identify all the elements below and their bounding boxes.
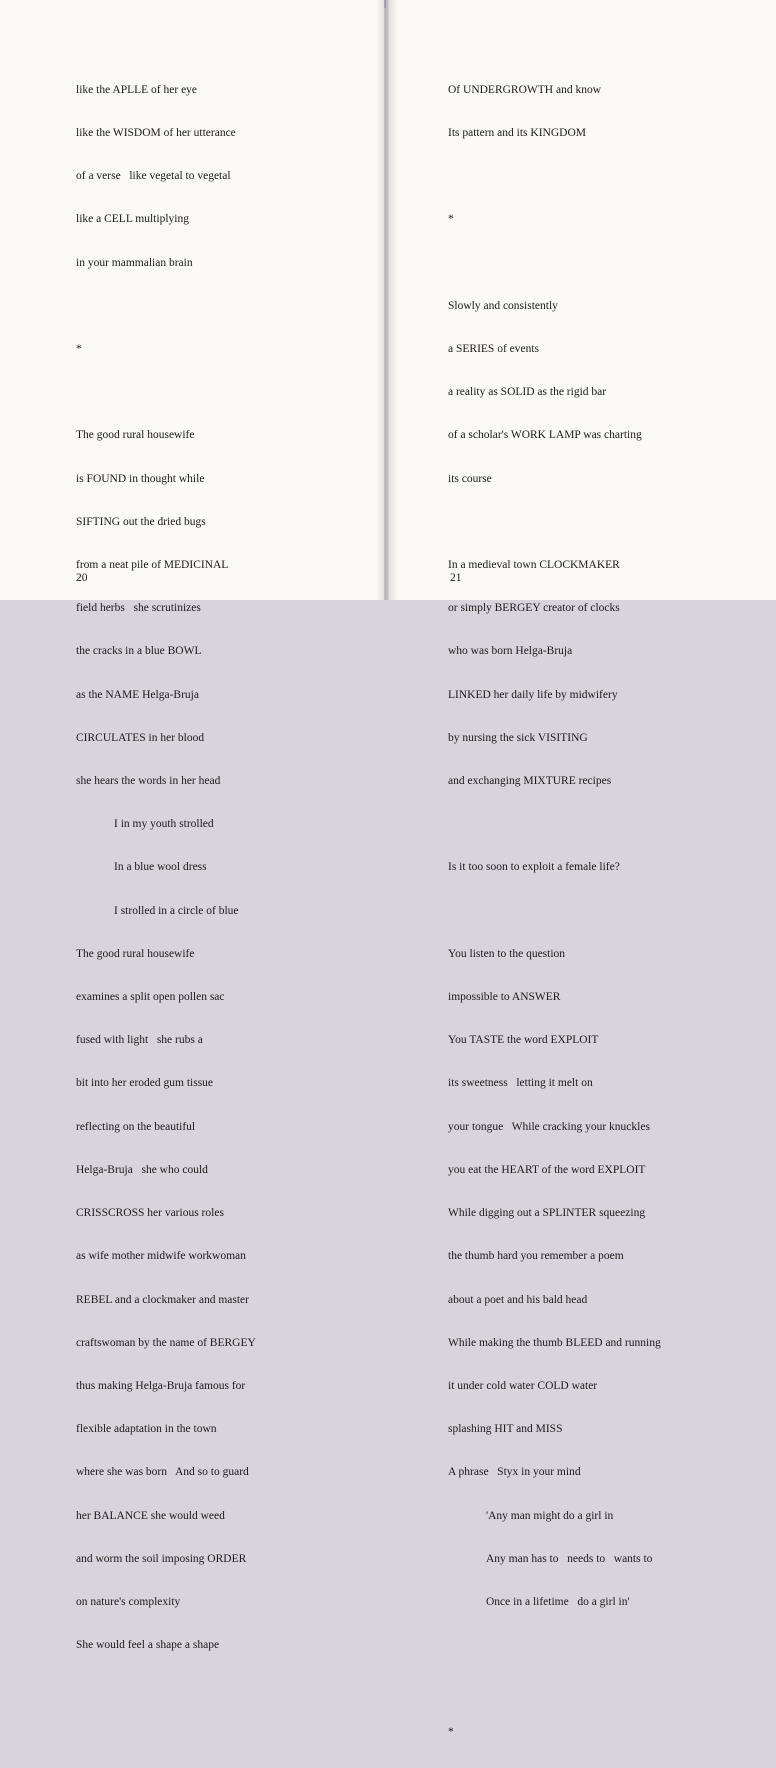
poem-line: thus making Helga-Bruja famous for [76, 1379, 246, 1392]
poem-line: she hears the words in her head [76, 775, 221, 788]
poem-line: or simply BERGEY creator of clocks [448, 602, 620, 615]
poem-line: as wife mother midwife workwoman [76, 1250, 246, 1263]
poem-line: The good rural housewife [76, 947, 195, 960]
section-asterisk: * [448, 1725, 454, 1738]
poem-line: its course [448, 472, 492, 485]
poem-line: your tongue While cracking your knuckles [448, 1120, 650, 1133]
stanza-gap [448, 904, 661, 918]
stanza-gap [448, 1638, 661, 1652]
poem-line: A phrase Styx in your mind [448, 1466, 581, 1479]
poem-line: her BALANCE she would weed [76, 1509, 225, 1522]
poem-line: the thumb hard you remember a poem [448, 1250, 624, 1263]
poem-line-indented: Once in a lifetime do a girl in' [486, 1595, 630, 1608]
poem-line: by nursing the sick VISITING [448, 731, 588, 744]
poem-line: Is it too soon to exploit a female life? [448, 861, 620, 874]
poem-line: it under cold water COLD water [448, 1379, 598, 1392]
poem-line-indented: I strolled in a circle of blue [114, 904, 239, 917]
poem-line: of a verse like vegetal to vegetal [76, 170, 231, 183]
poem-line-indented: In a blue wool dress [114, 861, 207, 874]
poem-line: fused with light she rubs a [76, 1034, 203, 1047]
poem-line: You listen to the question [448, 947, 566, 960]
poem-line: bit into her eroded gum tissue [76, 1077, 214, 1090]
poem-line: about a poet and his bald head [448, 1293, 588, 1306]
poem-line: field herbs she scrutinizes [76, 602, 201, 615]
poem-line: like a CELL multiplying [76, 213, 189, 226]
poem-line: You TASTE the word EXPLOIT [448, 1034, 599, 1047]
poem-line: CIRCULATES in her blood [76, 731, 205, 744]
poem-line: REBEL and a clockmaker and master [76, 1293, 249, 1306]
poem-line: on nature's complexity [76, 1595, 181, 1608]
poem-line: a reality as SOLID as the rigid bar [448, 386, 607, 399]
right-page-text [448, 54, 661, 1768]
poem-line: Helga-Bruja she who could [76, 1163, 208, 1176]
stanza-gap [448, 1681, 661, 1695]
page-number-left: 20 [76, 572, 88, 584]
poem-line-indented: 'Any man might do a girl in [486, 1509, 614, 1522]
poem-line: Of UNDERGROWTH and know [448, 83, 601, 96]
poem-line: who was born Helga-Bruja [448, 645, 573, 658]
stanza-gap [76, 299, 256, 313]
stanza-gap [448, 256, 661, 270]
poem-line: is FOUND in thought while [76, 472, 205, 485]
poem-line: The good rural housewife [76, 429, 195, 442]
stanza-gap [448, 817, 661, 831]
page-number-right: 21 [450, 572, 462, 584]
poem-line: reflecting on the beautiful [76, 1120, 196, 1133]
poem-line: impossible to ANSWER [448, 991, 561, 1004]
poem-line: and exchanging MIXTURE recipes [448, 775, 612, 788]
stanza-gap [76, 385, 256, 399]
poem-line: examines a split open pollen sac [76, 991, 225, 1004]
poem-line-indented: I in my youth strolled [114, 818, 214, 831]
poem-line-indented: Any man has to needs to wants to [486, 1552, 653, 1565]
poem-line: its sweetness letting it melt on [448, 1077, 593, 1090]
poem-line: from a neat pile of MEDICINAL [76, 559, 229, 572]
poem-line: as the NAME Helga-Bruja [76, 688, 199, 701]
poem-line: of a scholar's WORK LAMP was charting [448, 429, 642, 442]
poem-line: splashing HIT and MISS [448, 1423, 563, 1436]
left-page-text [76, 54, 256, 1681]
poem-line: While making the thumb BLEED and running [448, 1336, 661, 1349]
poem-line: and worm the soil imposing ORDER [76, 1552, 247, 1565]
poem-line: the cracks in a blue BOWL [76, 645, 202, 658]
poem-line: CRISSCROSS her various roles [76, 1207, 224, 1220]
poem-line: a SERIES of events [448, 343, 540, 356]
poem-line: While digging out a SPLINTER squeezing [448, 1207, 646, 1220]
poem-line: She would feel a shape a shape [76, 1639, 220, 1652]
poem-line: SIFTING out the dried bugs [76, 515, 206, 528]
book-gutter [376, 0, 398, 600]
poem-line: you eat the HEART of the word EXPLOIT [448, 1163, 646, 1176]
section-asterisk: * [448, 213, 454, 226]
poem-line: flexible adaptation in the town [76, 1423, 217, 1436]
section-asterisk: * [76, 343, 82, 356]
poem-line: like the APLLE of her eye [76, 83, 198, 96]
poem-line: in your mammalian brain [76, 256, 193, 269]
stanza-gap [448, 515, 661, 529]
poem-line: Slowly and consistently [448, 299, 558, 312]
poem-line: like the WISDOM of her utterance [76, 127, 236, 140]
stanza-gap [448, 169, 661, 183]
poem-line: craftswoman by the name of BERGEY [76, 1336, 256, 1349]
poem-line: LINKED her daily life by midwifery [448, 688, 618, 701]
poem-line: In a medieval town CLOCKMAKER [448, 559, 620, 572]
poem-line: where she was born And so to guard [76, 1466, 249, 1479]
poem-line: Its pattern and its KINGDOM [448, 127, 586, 140]
